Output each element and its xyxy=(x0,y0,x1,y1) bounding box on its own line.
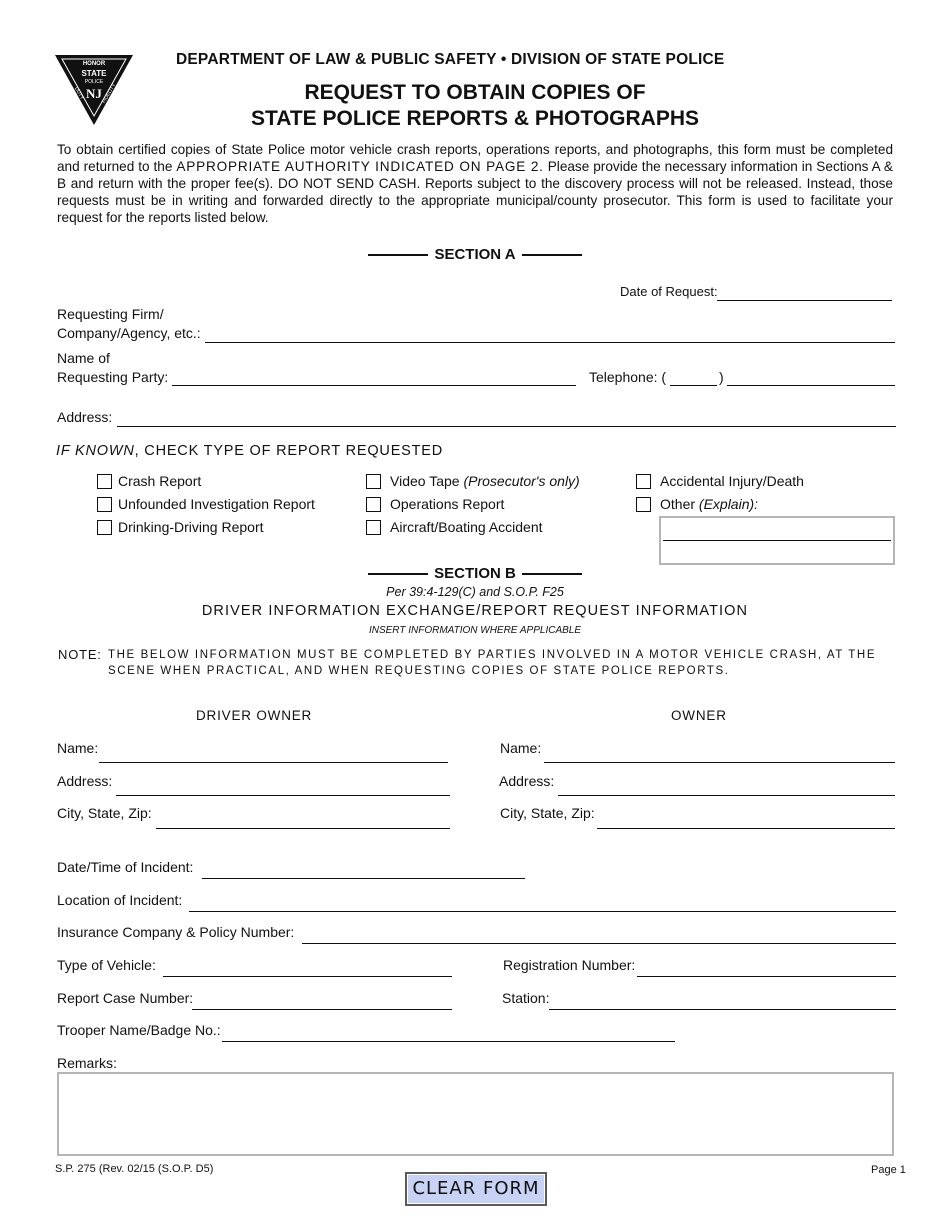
page-number: Page 1 xyxy=(871,1164,906,1176)
form-title-line2: STATE POLICE REPORTS & PHOTOGRAPHS xyxy=(250,107,700,130)
owner-address-label: Address: xyxy=(499,773,555,789)
per-statute-text: Per 39:4-129(C) and S.O.P. F25 xyxy=(386,585,564,599)
vehicle-type-label: Type of Vehicle: xyxy=(57,957,156,973)
party-label-1: Name of xyxy=(57,350,110,366)
department-header: DEPARTMENT OF LAW & PUBLIC SAFETY • DIVISION OF STATE POLICE xyxy=(176,51,725,68)
date-time-label: Date/Time of Incident: xyxy=(57,859,194,875)
clear-form-button[interactable]: CLEAR FORM xyxy=(405,1172,547,1206)
video-tape-note: (Prosecutor's only) xyxy=(463,473,580,489)
owner-name-field[interactable] xyxy=(544,762,895,763)
unfounded-report-checkbox[interactable] xyxy=(97,497,112,512)
other-text: Other xyxy=(660,496,699,512)
video-tape-checkbox[interactable] xyxy=(366,474,381,489)
driver-city-label: City, State, Zip: xyxy=(57,805,152,821)
driver-name-label: Name: xyxy=(57,740,99,756)
address-label: Address: xyxy=(57,409,113,425)
report-type-heading xyxy=(56,443,443,459)
intro-text-1: To obtain certified copies of State Police motor vehicle crash reports, operations reports, and photographs, this form must be completed and returned to the xyxy=(57,142,893,174)
driver-city-field[interactable] xyxy=(156,828,450,829)
owner-city-label: City, State, Zip: xyxy=(500,805,595,821)
report-type-text: , CHECK TYPE OF REPORT REQUESTED xyxy=(134,443,444,459)
svg-text:DUTY: DUTY xyxy=(72,86,85,101)
note-line-1: THE BELOW INFORMATION MUST BE COMPLETED BY PARTIES INVOLVED IN A MOTOR VEHICLE CRASH, AT THE xyxy=(108,649,877,661)
owner-city-field[interactable] xyxy=(597,828,895,829)
intro-paragraph xyxy=(57,141,893,226)
operations-report-checkbox[interactable] xyxy=(366,497,381,512)
date-of-request-field[interactable] xyxy=(717,300,892,301)
party-label-2: Requesting Party: xyxy=(57,369,169,385)
aircraft-boating-label: Aircraft/Boating Accident xyxy=(390,519,543,535)
other-label xyxy=(660,496,758,512)
firm-label-2: Company/Agency, etc.: xyxy=(57,325,201,341)
telephone-label: Telephone: ( xyxy=(589,369,667,385)
accidental-injury-label: Accidental Injury/Death xyxy=(660,473,804,489)
section-b-title: SECTION B xyxy=(434,565,516,582)
insert-info-note: INSERT INFORMATION WHERE APPLICABLE xyxy=(368,625,582,636)
form-title-line1: REQUEST TO OBTAIN COPIES OF xyxy=(304,81,646,104)
location-label: Location of Incident: xyxy=(57,892,183,908)
driver-name-field[interactable] xyxy=(99,762,448,763)
owner-heading: OWNER xyxy=(671,708,727,723)
section-b-heading xyxy=(0,565,950,582)
svg-text:FIDELITY: FIDELITY xyxy=(101,82,118,105)
area-code-field[interactable] xyxy=(670,385,717,386)
address-field[interactable] xyxy=(117,426,896,427)
registration-label: Registration Number: xyxy=(503,957,636,973)
svg-text:STATE: STATE xyxy=(81,69,107,78)
operations-report-label: Operations Report xyxy=(390,496,505,512)
accidental-injury-checkbox[interactable] xyxy=(636,474,651,489)
section-b-subtitle: DRIVER INFORMATION EXCHANGE/REPORT REQUEST INFORMATION xyxy=(201,603,749,619)
aircraft-boating-checkbox[interactable] xyxy=(366,520,381,535)
report-case-label: Report Case Number: xyxy=(57,990,194,1006)
location-field[interactable] xyxy=(189,911,896,912)
video-tape-text: Video Tape xyxy=(390,473,464,489)
crash-report-checkbox[interactable] xyxy=(97,474,112,489)
date-of-request-label: Date of Request: xyxy=(620,284,718,299)
date-time-field[interactable] xyxy=(202,878,525,879)
other-checkbox[interactable] xyxy=(636,497,651,512)
intro-authority: APPROPRIATE AUTHORITY INDICATED ON PAGE 2. xyxy=(176,159,544,174)
driver-address-field[interactable] xyxy=(116,795,450,796)
other-note: (Explain): xyxy=(698,496,759,512)
intro-text-2: Please provide the necessary information in Sections A & B and return with the proper fee(s). DO NOT SEND CASH. Reports subject to the discovery process will not be released. Instead, those requests must be in writing and forwarded directly to the appropriate municipal/county prosecutor. This form is used to facilitate your request for the reports listed below. xyxy=(57,159,894,225)
owner-name-label: Name: xyxy=(500,740,542,756)
driver-owner-heading: DRIVER OWNER xyxy=(196,708,313,723)
note-line-2: SCENE WHEN PRACTICAL, AND WHEN REQUESTING COPIES OF STATE POLICE REPORTS. xyxy=(108,665,730,677)
crash-report-label: Crash Report xyxy=(118,473,202,489)
insurance-field[interactable] xyxy=(302,943,896,944)
svg-text:HONOR: HONOR xyxy=(82,61,106,67)
trooper-label: Trooper Name/Badge No.: xyxy=(57,1022,221,1038)
station-field[interactable] xyxy=(549,1009,896,1010)
other-explain-box[interactable] xyxy=(659,516,895,565)
trooper-field[interactable] xyxy=(222,1041,675,1042)
telephone-field[interactable] xyxy=(727,385,895,386)
driver-address-label: Address: xyxy=(57,773,113,789)
requesting-party-field[interactable] xyxy=(172,385,576,386)
drinking-driving-label: Drinking-Driving Report xyxy=(118,519,264,535)
unfounded-report-label: Unfounded Investigation Report xyxy=(118,496,315,512)
note-label: NOTE: xyxy=(58,647,102,662)
registration-field[interactable] xyxy=(637,976,896,977)
video-tape-label xyxy=(390,473,580,489)
section-a-heading xyxy=(0,246,950,263)
svg-text:POLICE: POLICE xyxy=(84,79,104,85)
vehicle-type-field[interactable] xyxy=(163,976,452,977)
firm-label-1: Requesting Firm/ xyxy=(57,306,164,322)
remarks-label: Remarks: xyxy=(57,1055,117,1071)
requesting-firm-field[interactable] xyxy=(205,342,895,343)
remarks-field[interactable] xyxy=(57,1072,894,1156)
drinking-driving-checkbox[interactable] xyxy=(97,520,112,535)
if-known-text: IF KNOWN xyxy=(56,443,135,459)
form-id: S.P. 275 (Rev. 02/15 (S.O.P. D5) xyxy=(55,1163,214,1175)
owner-address-field[interactable] xyxy=(558,795,895,796)
station-label: Station: xyxy=(502,990,550,1006)
section-a-title: SECTION A xyxy=(434,246,516,263)
insurance-label: Insurance Company & Policy Number: xyxy=(57,924,295,940)
svg-text:NJ: NJ xyxy=(86,86,102,101)
other-explain-divider xyxy=(663,540,891,541)
telephone-close-paren: ) xyxy=(719,369,724,385)
report-case-field[interactable] xyxy=(192,1009,452,1010)
